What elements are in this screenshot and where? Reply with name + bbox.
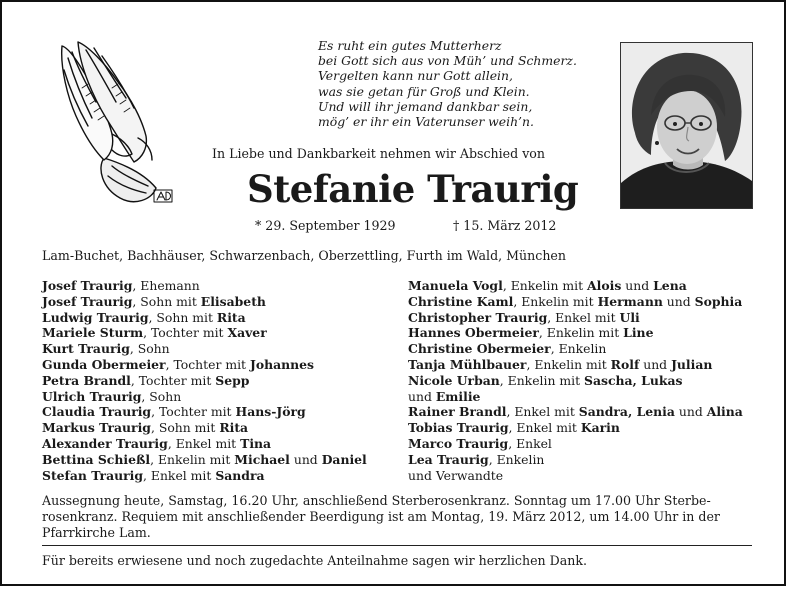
mourner-name: Xaver xyxy=(227,325,267,341)
mourner-name: Petra Brandl xyxy=(42,372,131,388)
mourner-name: Hermann xyxy=(597,293,663,309)
mourner-relation: und Verwandte xyxy=(408,467,504,483)
mourner-entry xyxy=(408,420,758,436)
mourner-relation: , Enkelin xyxy=(550,341,607,357)
mourner-name: Gunda Obermeier xyxy=(42,356,166,372)
mourner-relation: , Sohn mit xyxy=(132,293,201,309)
mourner-relation: , Enkel xyxy=(508,435,552,451)
mourner-relation: , Enkelin mit xyxy=(538,325,624,341)
mourner-entry xyxy=(42,310,402,326)
mourner-relation: und xyxy=(408,388,436,404)
mourner-name: Sepp xyxy=(215,372,250,388)
mourner-entry xyxy=(408,278,758,294)
mourner-entry xyxy=(408,404,758,420)
mourner-name: Daniel xyxy=(321,451,367,467)
mourner-name: Sandra, Lenia xyxy=(578,404,675,420)
mourner-name: Hannes Obermeier xyxy=(408,325,539,341)
mourner-name: Mariele Sturm xyxy=(42,325,144,341)
mourner-name: Line xyxy=(623,325,654,341)
mourner-relation: , Enkel mit xyxy=(547,309,620,325)
places-line: Lam-Buchet, Bachhäuser, Schwarzenbach, Oberzettling, Furth im Wald, München xyxy=(42,248,566,263)
mourner-name: Sandra xyxy=(215,467,265,483)
mourner-relation: , Enkelin mit xyxy=(502,278,588,293)
death-date: † 15. März 2012 xyxy=(453,218,557,233)
mourner-name: Nicole Urban xyxy=(408,372,500,388)
poem xyxy=(318,38,618,129)
poem-line: was sie getan für Groß und Klein. xyxy=(318,83,530,99)
mourners-left-column xyxy=(42,278,402,483)
service-line: rosenkranz. Requiem mit anschließender Beerdigung ist am Montag, 19. März 2012, um 14.00 Uhr in der xyxy=(42,509,720,524)
mourner-name: Rainer Brandl xyxy=(408,404,507,420)
mourner-entry xyxy=(42,341,402,357)
mourner-relation: , Enkel mit xyxy=(143,467,216,483)
mourner-name: Alexander Traurig xyxy=(42,435,168,451)
mourner-entry xyxy=(42,325,402,341)
portrait-photo xyxy=(620,42,753,209)
mourner-name: Elisabeth xyxy=(200,293,266,309)
mourners-right-column xyxy=(408,278,758,483)
mourner-name: Markus Traurig xyxy=(42,420,151,436)
praying-hands-icon xyxy=(42,38,192,208)
mourner-name: Michael xyxy=(234,451,290,467)
mourner-relation: , Tochter mit xyxy=(165,356,250,372)
mourner-entry xyxy=(408,452,758,468)
mourner-name: Uli xyxy=(619,309,640,325)
mourner-name: Josef Traurig xyxy=(42,278,133,293)
mourner-relation: , Ehemann xyxy=(132,278,200,293)
service-line: Aussegnung heute, Samstag, 16.20 Uhr, anschließend Sterberosenkranz. Sonntag um 17.00 Uhr Sterbe- xyxy=(42,493,711,508)
poem-line: Und will ihr jemand dankbar sein, xyxy=(318,98,533,114)
mourner-name: Sophia xyxy=(694,293,743,309)
mourner-entry xyxy=(42,373,402,389)
mourner-relation: , Sohn mit xyxy=(148,309,217,325)
mourner-entry xyxy=(408,341,758,357)
mourner-relation: , Enkelin mit xyxy=(150,451,235,467)
mourner-relation: und xyxy=(639,356,672,372)
deceased-name: Stefanie Traurig xyxy=(247,167,579,211)
mourner-name: Tina xyxy=(240,435,272,451)
mourner-name: Manuela Vogl xyxy=(408,278,503,293)
poem-line: mög’ er ihr ein Vaterunser weih’n. xyxy=(318,114,534,130)
mourner-relation: , Enkel mit xyxy=(167,435,241,451)
mourner-relation: , Enkelin xyxy=(488,451,545,467)
mourner-name: Ludwig Traurig xyxy=(42,309,149,325)
mourner-name: Emilie xyxy=(435,388,481,404)
mourner-relation: und xyxy=(621,278,654,293)
mourner-name: Lea Traurig xyxy=(408,451,489,467)
mourner-entry xyxy=(42,278,402,294)
mourner-name: Stefan Traurig xyxy=(42,467,144,483)
service-announcement xyxy=(42,493,754,541)
mourner-relation: , Sohn xyxy=(129,341,170,357)
mourner-relation: , Sohn xyxy=(141,388,182,404)
divider xyxy=(42,545,752,546)
mourner-name: Christopher Traurig xyxy=(408,309,548,325)
mourner-relation: , Enkelin mit xyxy=(499,372,584,388)
mourner-name: Claudia Traurig xyxy=(42,404,152,420)
mourner-entry xyxy=(408,389,758,405)
mourner-entry xyxy=(42,436,402,452)
mourner-name: Marco Traurig xyxy=(408,435,509,451)
intro-text: In Liebe und Dankbarkeit nehmen wir Abschied von xyxy=(212,146,546,161)
mourner-name: Bettina Schießl xyxy=(42,451,151,467)
mourner-entry xyxy=(42,389,402,405)
mourner-relation: und xyxy=(662,293,695,309)
thanks-text: Für bereits erwiesene und noch zugedachte Anteilnahme sagen wir herzlichen Dank. xyxy=(42,553,587,568)
birth-date: * 29. September 1929 xyxy=(255,218,396,233)
poem-line: bei Gott sich aus von Müh’ und Schmerz. xyxy=(318,53,577,69)
mourner-name: Christine Obermeier xyxy=(408,341,551,357)
mourner-name: Hans-Jörg xyxy=(235,404,306,420)
mourner-relation: , Sohn mit xyxy=(150,420,220,436)
mourner-relation: , Enkelin mit xyxy=(526,356,611,372)
mourner-name: Kurt Traurig xyxy=(42,341,130,357)
mourner-relation: , Tochter mit xyxy=(130,372,216,388)
mourner-name: Ulrich Traurig xyxy=(42,388,142,404)
mourner-entry xyxy=(408,294,758,310)
mourner-relation: , Enkel mit xyxy=(508,420,581,436)
mourner-name: Rita xyxy=(216,309,246,325)
mourner-name: Lena xyxy=(653,278,687,293)
mourner-entry xyxy=(42,452,402,468)
mourner-name: Alina xyxy=(706,404,743,420)
mourner-entry xyxy=(408,357,758,373)
mourner-entry xyxy=(42,404,402,420)
mourner-name: Rita xyxy=(219,420,249,436)
mourner-name: Christine Kaml xyxy=(408,293,514,309)
poem-line: Vergelten kann nur Gott allein, xyxy=(318,68,513,84)
mourner-entry xyxy=(42,294,402,310)
mourner-name: Tanja Mühlbauer xyxy=(408,356,527,372)
mourner-name: Julian xyxy=(671,356,713,372)
mourner-name: Karin xyxy=(580,420,620,436)
mourner-entry xyxy=(408,325,758,341)
mourner-name: Rolf xyxy=(610,356,640,372)
mourner-name: Alois xyxy=(587,278,622,293)
mourner-relation: , Tochter mit xyxy=(151,404,236,420)
mourner-relation: , Enkel mit xyxy=(506,404,579,420)
mourner-entry xyxy=(408,436,758,452)
mourner-name: Josef Traurig xyxy=(42,293,133,309)
mourner-name: Sascha, Lukas xyxy=(584,372,683,388)
mourner-entry xyxy=(42,420,402,436)
mourner-name: Johannes xyxy=(249,356,315,372)
service-line: Pfarrkirche Lam. xyxy=(42,525,151,540)
mourner-relation: , Enkelin mit xyxy=(513,293,598,309)
mourner-entry xyxy=(408,373,758,389)
mourner-entry xyxy=(408,468,758,484)
poem-line: Es ruht ein gutes Mutterherz xyxy=(318,38,502,53)
life-dates xyxy=(255,218,575,233)
mourner-entry xyxy=(42,357,402,373)
mourner-entry xyxy=(408,310,758,326)
mourner-entry xyxy=(42,468,402,484)
mourner-name: Tobias Traurig xyxy=(408,420,509,436)
mourner-relation: und xyxy=(674,404,707,420)
mourner-relation: und xyxy=(289,451,322,467)
mourner-relation: , Tochter mit xyxy=(143,325,228,341)
